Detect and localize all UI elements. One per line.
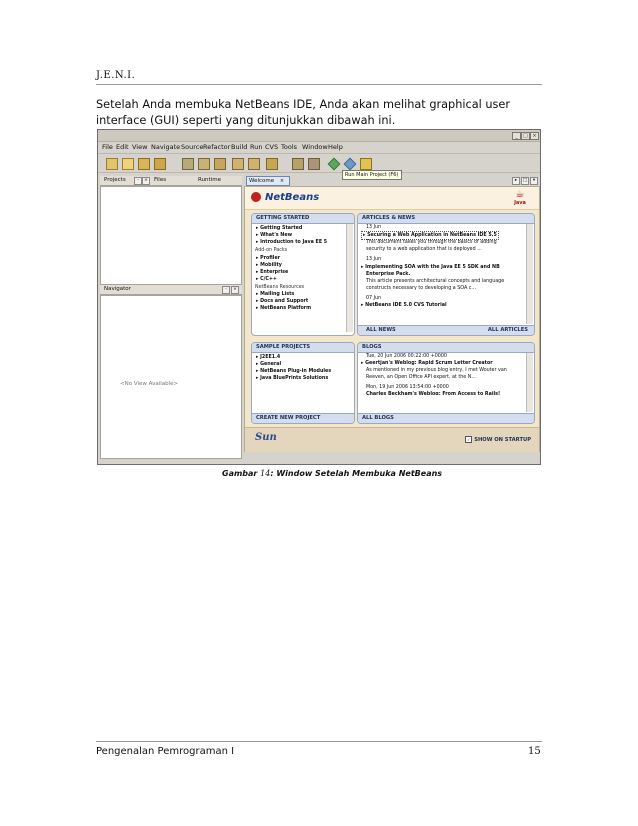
window-titlebar: [98, 130, 540, 142]
projects-tree[interactable]: [100, 186, 242, 285]
menu-tools[interactable]: Tools: [281, 143, 298, 151]
tab-welcome[interactable]: [246, 176, 290, 186]
sample-projects-title: SAMPLE PROJECTS: [252, 343, 354, 353]
close-tab-icon[interactable]: ×: [279, 178, 285, 184]
article-link-3[interactable]: ▸ NetBeans IDE 5.0 CVS Tutorial: [361, 303, 447, 308]
sample-j2ee14[interactable]: ▸ J2EE1.4: [256, 355, 281, 360]
debug-icon[interactable]: [344, 158, 357, 171]
link-netbeans-platform[interactable]: ▸ NetBeans Platform: [256, 306, 312, 311]
undo-icon[interactable]: [232, 158, 244, 170]
run-icon[interactable]: [328, 158, 341, 171]
save-icon[interactable]: [154, 158, 166, 170]
navigator-panel: [100, 295, 242, 459]
caption-colon: :: [270, 469, 274, 478]
maximize-icon[interactable]: □: [521, 132, 530, 140]
header-rule: [96, 84, 542, 85]
cut-icon[interactable]: [182, 158, 194, 170]
all-news-link[interactable]: ALL NEWS: [366, 327, 396, 333]
maximize-editor-icon[interactable]: □: [522, 178, 528, 183]
blogs-scrollbar[interactable]: [526, 353, 533, 412]
netbeans-logo: NetBeans: [265, 192, 320, 203]
articles-news-box: [357, 213, 535, 336]
profile-icon[interactable]: [360, 158, 372, 170]
article-link-2[interactable]: ▸ Implementing SOA with the Java EE 5 SDK and NB: [361, 265, 500, 270]
menu-source[interactable]: Source: [181, 143, 204, 151]
article-desc-1b: security to a web application that is deployed ...: [366, 247, 482, 252]
articles-scrollbar[interactable]: [526, 224, 533, 324]
redo-icon[interactable]: [248, 158, 260, 170]
welcome-footer: [245, 427, 539, 452]
open-project-icon[interactable]: [138, 158, 150, 170]
menu-view[interactable]: View: [132, 143, 148, 151]
copy-icon[interactable]: [198, 158, 210, 170]
java-cup-icon: ☕: [515, 189, 525, 200]
menu-build[interactable]: Build: [231, 143, 248, 151]
close-pane-icon[interactable]: ×: [142, 177, 150, 185]
all-articles-link[interactable]: ALL ARTICLES: [487, 327, 528, 333]
close-icon[interactable]: ×: [530, 132, 539, 140]
clean-build-icon[interactable]: [308, 158, 320, 170]
tabs-menu-icon[interactable]: ▾: [530, 177, 538, 185]
articles-footer: [358, 325, 534, 335]
link-intro-javaee5[interactable]: ▸ Introduction to Java EE 5: [256, 240, 328, 245]
no-view-label: <No View Available>: [120, 381, 179, 387]
footer-title: Pengenalan Pemrograman I: [96, 746, 235, 757]
projects-pane: [100, 176, 242, 460]
welcome-tab-label: Welcome: [249, 178, 275, 184]
link-getting-started[interactable]: ▸ Getting Started: [256, 226, 303, 231]
show-on-startup[interactable]: [465, 436, 531, 443]
figure-caption: [222, 469, 442, 478]
scroll-tabs-icon[interactable]: ▸: [512, 177, 520, 185]
article-date-2: 13 Jun: [366, 257, 382, 262]
link-docs-support[interactable]: ▸ Docs and Support: [256, 299, 309, 304]
footer-rule: [96, 741, 542, 742]
sample-general[interactable]: ▸ General: [256, 362, 282, 367]
netbeans-screenshot: [97, 129, 541, 465]
navigator-close-icon[interactable]: ×: [231, 286, 239, 294]
link-enterprise[interactable]: ▸ Enterprise: [256, 270, 289, 275]
blog-link-2[interactable]: Charles Beckham's Weblog: From Access to Rails!: [366, 392, 501, 395]
menu-refactor[interactable]: Refactor: [203, 143, 231, 151]
menu-navigate[interactable]: Navigate: [151, 143, 181, 151]
caption-text: Window Setelah Membuka NetBeans: [276, 469, 443, 478]
sample-blueprints[interactable]: ▸ Java BluePrints Solutions: [256, 376, 329, 381]
minimize-pane-icon[interactable]: -: [134, 177, 142, 185]
menu-run[interactable]: Run: [250, 143, 263, 151]
new-file-icon[interactable]: [106, 158, 118, 170]
run-tooltip: Run Main Project (F6): [342, 170, 402, 180]
article-date-3: 07 Jun: [366, 296, 382, 301]
main-toolbar: [98, 153, 540, 173]
welcome-logo-bar: [245, 187, 539, 210]
netbeans-logo-icon: [251, 192, 261, 202]
find-icon[interactable]: [266, 158, 278, 170]
running-header: J.E.N.I.: [96, 70, 136, 81]
blogs-box: [357, 342, 535, 424]
menu-help[interactable]: Help: [328, 143, 343, 151]
getting-started-scrollbar[interactable]: [346, 224, 353, 332]
create-project-link[interactable]: CREATE NEW PROJECT: [252, 413, 354, 423]
tab-projects[interactable]: Projects: [104, 177, 126, 183]
article-desc-1a: This document takes you through the basics of adding: [366, 240, 497, 245]
paste-icon[interactable]: [214, 158, 226, 170]
sample-projects-box: [251, 342, 355, 424]
caption-number: 14: [260, 469, 271, 478]
netbeans-resources-heading: NetBeans Resources: [255, 285, 305, 290]
all-blogs-link[interactable]: ALL BLOGS: [358, 413, 534, 423]
menu-window[interactable]: Window: [302, 143, 328, 151]
link-mailing-lists[interactable]: ▸ Mailing Lists: [256, 292, 295, 297]
blog-desc-1b: Reeven, an Open Office API expert, at the N...: [366, 375, 476, 380]
blog-date-1: Tue, 20 Jun 2006 00:22:00 +0000: [366, 354, 447, 359]
article-desc-2a: This article presents architectural concepts and language: [366, 279, 505, 284]
link-profiler[interactable]: ▸ Profiler: [256, 256, 281, 261]
article-link-2-cont[interactable]: Enterprise Pack.: [366, 272, 411, 277]
link-cpp[interactable]: ▸ C/C++: [256, 277, 277, 282]
sample-plugin-modules[interactable]: ▸ NetBeans Plug-in Modules: [256, 369, 332, 374]
welcome-page: [244, 186, 540, 452]
java-logo: [511, 189, 529, 208]
java-logo-label: Java: [514, 200, 526, 206]
getting-started-title: GETTING STARTED: [252, 214, 354, 224]
addon-packs-heading: Add-on Packs: [255, 248, 288, 253]
intro-paragraph: Setelah Anda membuka NetBeans IDE, Anda akan melihat graphical user interface (GUI) seperti yang ditunjukkan dibawah ini.: [96, 98, 511, 127]
minimize-icon[interactable]: _: [512, 132, 521, 140]
menu-file[interactable]: File: [102, 143, 113, 151]
build-icon[interactable]: [292, 158, 304, 170]
checkbox-icon[interactable]: ✓: [467, 437, 471, 442]
blog-link-1[interactable]: ▸ Geertjan's Weblog: Rapid Scrum Letter Creator: [361, 361, 493, 366]
navigator-header: [100, 285, 242, 295]
blogs-title: BLOGS: [358, 343, 534, 353]
article-date-1: 13 Jun: [366, 225, 382, 230]
blog-desc-1a: As mentioned in my previous blog entry, I met Wouter van: [366, 368, 507, 373]
caption-prefix: Gambar: [222, 469, 258, 478]
getting-started-box: [251, 213, 355, 336]
navigator-title: Navigator: [104, 286, 131, 292]
tab-files[interactable]: Files: [154, 177, 167, 183]
new-project-icon[interactable]: [122, 158, 134, 170]
menu-cvs[interactable]: CVS: [265, 143, 279, 151]
sun-logo: Sun: [255, 432, 277, 443]
link-whats-new[interactable]: ▸ What's New: [256, 233, 293, 238]
tab-runtime[interactable]: Runtime: [198, 177, 221, 183]
link-mobility[interactable]: ▸ Mobility: [256, 263, 282, 268]
navigator-minimize-icon[interactable]: -: [222, 286, 230, 294]
menu-bar: [98, 142, 540, 152]
article-link-1[interactable]: ▸ Securing a Web Application in NetBeans IDE 5.5: [361, 231, 499, 240]
show-on-startup-label: SHOW ON STARTUP: [474, 437, 531, 443]
blog-date-2: Mon, 19 Jun 2006 13:54:00 +0000: [366, 385, 449, 390]
editor-tabs: [244, 176, 538, 185]
article-desc-2b: constructs necessary to developing a SOA c...: [366, 286, 477, 291]
menu-edit[interactable]: Edit: [116, 143, 129, 151]
left-tabs: [100, 176, 242, 186]
page-number: 15: [528, 746, 541, 757]
articles-news-title: ARTICLES & NEWS: [358, 214, 534, 224]
